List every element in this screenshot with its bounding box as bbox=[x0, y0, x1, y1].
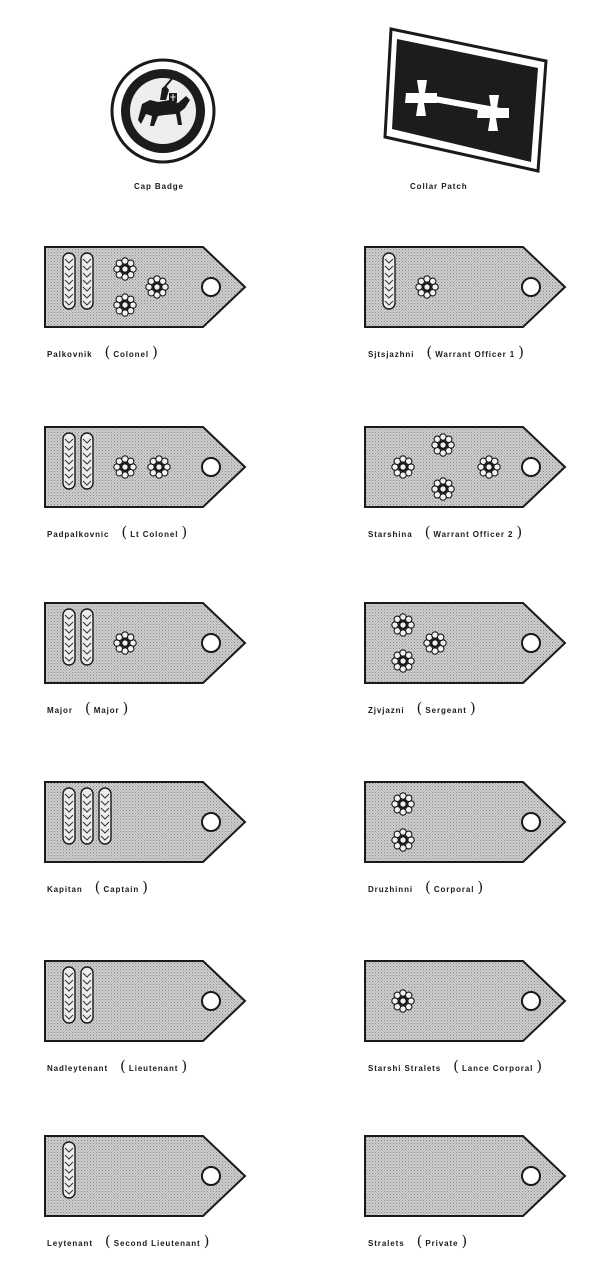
officer-rank-label-4: Kapitan ( Captain ) bbox=[47, 878, 148, 896]
button-hole-icon bbox=[522, 992, 540, 1010]
button-hole-icon bbox=[202, 1167, 220, 1185]
star-icon bbox=[146, 276, 168, 298]
button-hole-icon bbox=[202, 458, 220, 476]
officer-rank-label-3: Major ( Major ) bbox=[47, 699, 129, 717]
star-icon bbox=[114, 632, 136, 654]
star-icon bbox=[392, 456, 414, 478]
enlisted-rank-label-2: Starshina ( Warrant Officer 2 ) bbox=[368, 523, 523, 541]
rank-bar-icon bbox=[99, 788, 111, 844]
rank-bar-icon bbox=[63, 609, 75, 665]
button-hole-icon bbox=[522, 458, 540, 476]
rank-english: Lt Colonel bbox=[130, 530, 179, 539]
rank-bar-icon bbox=[81, 967, 93, 1023]
rank-name: Starshina bbox=[368, 530, 413, 539]
star-icon bbox=[114, 258, 136, 280]
rank-bar-icon bbox=[63, 967, 75, 1023]
rank-bar-icon bbox=[81, 788, 93, 844]
rank-english: Second Lieutenant bbox=[113, 1239, 201, 1248]
star-icon bbox=[392, 829, 414, 851]
enlisted-shoulder-board-4 bbox=[365, 782, 565, 862]
star-icon bbox=[392, 650, 414, 672]
rank-english: Corporal bbox=[433, 885, 475, 894]
officer-shoulder-board-2 bbox=[45, 427, 245, 507]
rank-bar-icon bbox=[383, 253, 395, 309]
star-icon bbox=[392, 793, 414, 815]
star-icon bbox=[148, 456, 170, 478]
enlisted-shoulder-board-5 bbox=[365, 961, 565, 1041]
button-hole-icon bbox=[202, 634, 220, 652]
rank-english: Lieutenant bbox=[128, 1064, 179, 1073]
cap-badge-icon bbox=[112, 60, 214, 162]
button-hole-icon bbox=[202, 813, 220, 831]
button-hole-icon bbox=[202, 278, 220, 296]
officer-rank-label-6: Leytenant ( Second Lieutenant ) bbox=[47, 1232, 210, 1250]
rank-name: Druzhinni bbox=[368, 885, 413, 894]
officer-shoulder-board-3 bbox=[45, 603, 245, 683]
rank-bar-icon bbox=[81, 253, 93, 309]
enlisted-shoulder-board-1 bbox=[365, 247, 565, 327]
star-icon bbox=[114, 456, 136, 478]
rank-bar-icon bbox=[81, 609, 93, 665]
rank-name: Palkovnik bbox=[47, 350, 93, 359]
enlisted-shoulder-board-3 bbox=[365, 603, 565, 683]
enlisted-rank-label-1: Sjtsjazhni ( Warrant Officer 1 ) bbox=[368, 343, 524, 361]
star-icon bbox=[392, 614, 414, 636]
rank-bar-icon bbox=[63, 433, 75, 489]
enlisted-shoulder-board-6 bbox=[365, 1136, 565, 1216]
rank-english: Captain bbox=[103, 885, 140, 894]
rank-english: Private bbox=[425, 1239, 459, 1248]
officer-shoulder-board-4 bbox=[45, 782, 245, 862]
rank-name: Zjvjazni bbox=[368, 706, 405, 715]
rank-bar-icon bbox=[63, 788, 75, 844]
enlisted-rank-label-5: Starshi Stralets ( Lance Corporal ) bbox=[368, 1057, 543, 1075]
rank-name: Leytenant bbox=[47, 1239, 93, 1248]
enlisted-shoulder-board-2 bbox=[365, 427, 565, 507]
rank-name: Padpalkovnic bbox=[47, 530, 110, 539]
rank-english: Sergeant bbox=[425, 706, 467, 715]
cap-badge-label: Cap Badge bbox=[134, 182, 184, 191]
officer-rank-label-5: Nadleytenant ( Lieutenant ) bbox=[47, 1057, 188, 1075]
enlisted-rank-label-6: Stralets ( Private ) bbox=[368, 1232, 468, 1250]
rank-bar-icon bbox=[63, 253, 75, 309]
button-hole-icon bbox=[522, 813, 540, 831]
officer-shoulder-board-5 bbox=[45, 961, 245, 1041]
star-icon bbox=[432, 434, 454, 456]
rank-english: Lance Corporal bbox=[461, 1064, 534, 1073]
rank-bar-icon bbox=[81, 433, 93, 489]
officer-shoulder-board-1 bbox=[45, 247, 245, 327]
officer-shoulder-board-6 bbox=[45, 1136, 245, 1216]
rank-name: Sjtsjazhni bbox=[368, 350, 415, 359]
rank-english: Colonel bbox=[113, 350, 149, 359]
rank-bar-icon bbox=[63, 1142, 75, 1198]
officer-rank-label-1: Palkovnik ( Colonel ) bbox=[47, 343, 158, 361]
rank-english: Warrant Officer 2 bbox=[433, 530, 514, 539]
officer-rank-label-2: Padpalkovnic ( Lt Colonel ) bbox=[47, 523, 188, 541]
rank-name: Stralets bbox=[368, 1239, 405, 1248]
button-hole-icon bbox=[522, 634, 540, 652]
button-hole-icon bbox=[522, 1167, 540, 1185]
star-icon bbox=[416, 276, 438, 298]
star-icon bbox=[478, 456, 500, 478]
rank-name: Nadleytenant bbox=[47, 1064, 109, 1073]
collar-patch-label: Collar Patch bbox=[410, 182, 468, 191]
collar-patch-icon bbox=[385, 29, 546, 171]
enlisted-rank-label-4: Druzhinni ( Corporal ) bbox=[368, 878, 484, 896]
rank-english: Warrant Officer 1 bbox=[435, 350, 516, 359]
star-icon bbox=[432, 478, 454, 500]
button-hole-icon bbox=[522, 278, 540, 296]
rank-name: Major bbox=[47, 706, 73, 715]
button-hole-icon bbox=[202, 992, 220, 1010]
rank-name: Kapitan bbox=[47, 885, 83, 894]
rank-name: Starshi Stralets bbox=[368, 1064, 442, 1073]
star-icon bbox=[114, 294, 136, 316]
rank-english: Major bbox=[93, 706, 120, 715]
star-icon bbox=[424, 632, 446, 654]
enlisted-rank-label-3: Zjvjazni ( Sergeant ) bbox=[368, 699, 476, 717]
star-icon bbox=[392, 990, 414, 1012]
